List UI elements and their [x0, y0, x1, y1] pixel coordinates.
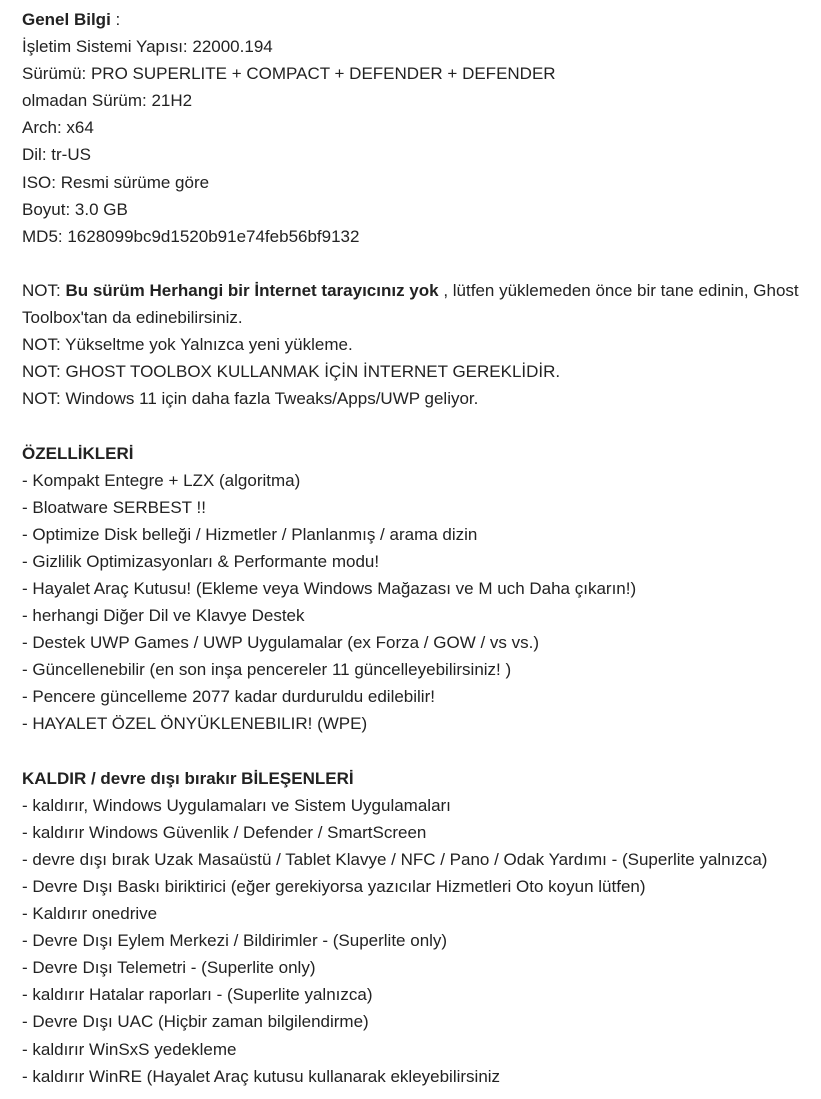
note-prefix: NOT: [22, 280, 66, 300]
feature-item: - Optimize Disk belleği / Hizmetler / Planlanmış / arama dizin [22, 524, 478, 544]
feature-item: - Gizlilik Optimizasyonları & Performante modu! [22, 551, 380, 571]
removed-item: - kaldırır WinRE (Hayalet Araç kutusu kullanarak ekleyebilirsiniz [22, 1066, 501, 1086]
note-browser-continuation: Toolbox'tan da edinebilirsiniz. [22, 308, 243, 328]
spacer [22, 738, 821, 765]
note-browser-line [22, 277, 821, 304]
general-info-line: Arch: x64 [22, 118, 94, 138]
feature-item: - Pencere güncelleme 2077 kadar durduruldu edilebilir! [22, 687, 435, 707]
feature-item: - Bloatware SERBEST !! [22, 497, 206, 517]
removed-item: - kaldırır Windows Güvenlik / Defender / SmartScreen [22, 822, 427, 842]
general-info-line: olmadan Sürüm: 21H2 [22, 91, 193, 111]
feature-item: - HAYALET ÖZEL ÖNYÜKLENEBILIR! (WPE) [22, 714, 368, 734]
general-info-line: Dil: tr-US [22, 145, 91, 165]
removed-item: - kaldırır WinSxS yedekleme [22, 1039, 237, 1059]
feature-item: - Güncellenebilir (en son inşa pencereler 11 güncelleyebilirsiniz! ) [22, 660, 512, 680]
feature-item: - Hayalet Araç Kutusu! (Ekleme veya Windows Mağazası ve M uch Daha çıkarın!) [22, 578, 637, 598]
feature-item: - herhangi Diğer Dil ve Klavye Destek [22, 606, 305, 626]
general-info-line: Boyut: 3.0 GB [22, 199, 128, 219]
features-heading-line [22, 440, 821, 467]
general-info-line: ISO: Resmi sürüme göre [22, 172, 210, 192]
general-info-heading: Genel Bilgi [22, 10, 111, 29]
general-info-line: MD5: 1628099bc9d1520b91e74feb56bf9132 [22, 226, 360, 246]
removed-item: - Devre Dışı Telemetri - (Superlite only) [22, 958, 316, 978]
removed-item: - Devre Dışı UAC (Hiçbir zaman bilgilendirme) [22, 1012, 369, 1032]
feature-item: - Kompakt Entegre + LZX (algoritma) [22, 470, 301, 490]
general-info-heading-line [22, 6, 821, 33]
note-line: NOT: Windows 11 için daha fazla Tweaks/Apps/UWP geliyor. [22, 389, 479, 409]
note-line: NOT: GHOST TOOLBOX KULLANMAK İÇİN İNTERNET GEREKLİDİR. [22, 362, 561, 382]
removed-item: - kaldırır Hatalar raporları - (Superlite yalnızca) [22, 985, 373, 1005]
release-notes [22, 6, 821, 1090]
note-browser-bold: Bu sürüm Herhangi bir İnternet tarayıcınız yok [65, 280, 439, 300]
features-heading: ÖZELLİKLERİ [22, 443, 134, 463]
note-browser-rest: , lütfen yüklemeden önce bir tane edinin, Ghost [438, 280, 799, 300]
removed-heading: KALDIR / devre dışı bırakır BİLEŞENLERİ [22, 768, 354, 788]
feature-item: - Destek UWP Games / UWP Uygulamalar (ex Forza / GOW / vs vs.) [22, 633, 540, 653]
spacer [22, 250, 821, 277]
removed-item: - kaldırır, Windows Uygulamaları ve Sistem Uygulamaları [22, 795, 451, 815]
general-info-heading-suffix: : [110, 10, 121, 29]
removed-item: - Devre Dışı Baskı biriktirici (eğer gerekiyorsa yazıcılar Hizmetleri Oto koyun lütfen) [22, 877, 646, 896]
removed-item: - Kaldırır onedrive [22, 904, 158, 924]
removed-item: - devre dışı bırak Uzak Masaüstü / Tablet Klavye / NFC / Pano / Odak Yardımı - (Superlite yalnızca) [22, 849, 768, 869]
spacer [22, 412, 821, 439]
general-info-line: Sürümü: PRO SUPERLITE + COMPACT + DEFENDER + DEFENDER [22, 64, 556, 84]
note-line: NOT: Yükseltme yok Yalnızca yeni yükleme. [22, 335, 353, 355]
removed-item: - Devre Dışı Eylem Merkezi / Bildirimler - (Superlite only) [22, 931, 448, 951]
general-info-line: İşletim Sistemi Yapısı: 22000.194 [22, 37, 273, 57]
removed-heading-line [22, 765, 821, 792]
